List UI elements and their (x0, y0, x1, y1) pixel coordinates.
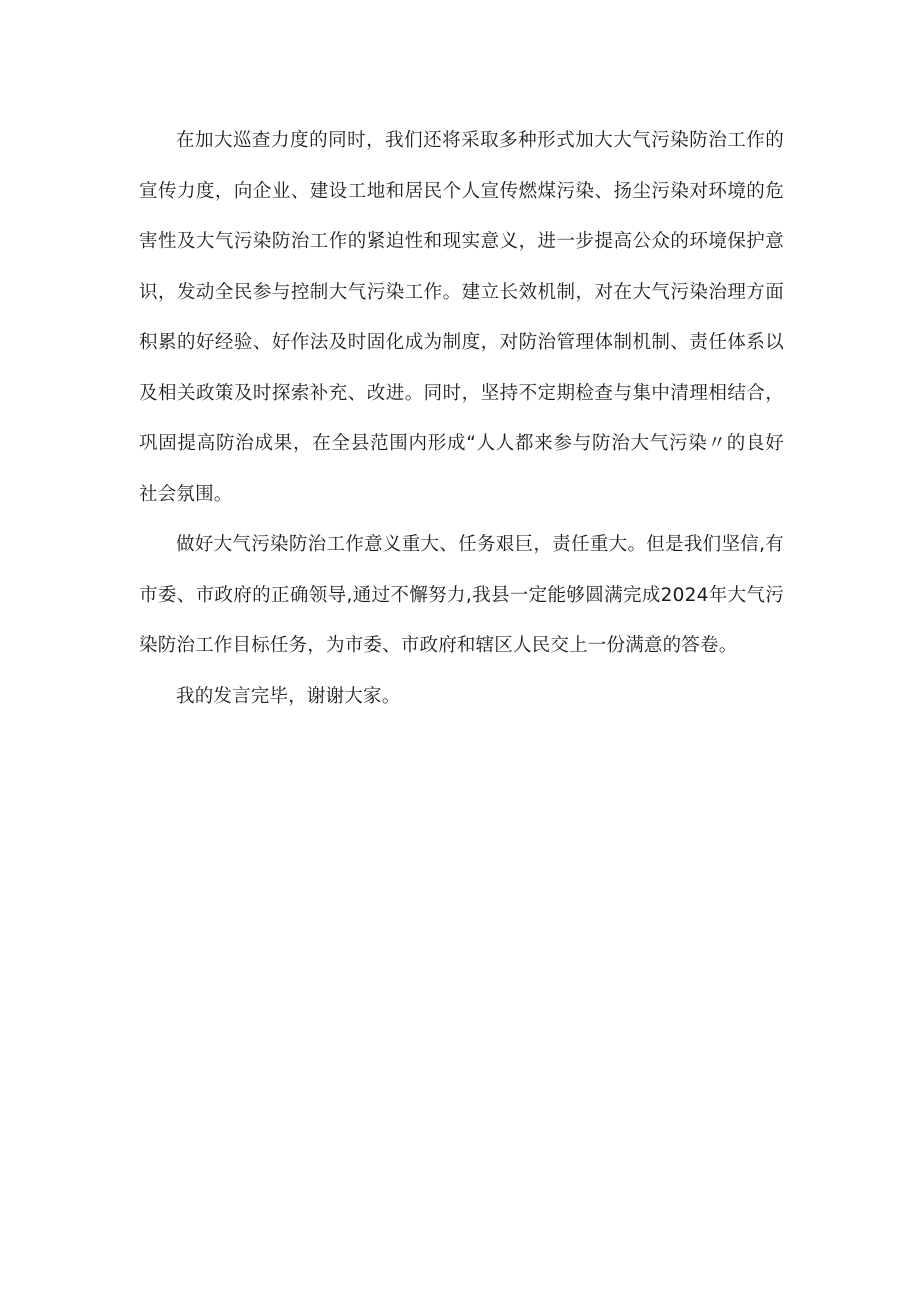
paragraph-closing: 我的发言完毕，谢谢大家。 (176, 685, 401, 707)
paragraph-publicity-and-mechanism: 在加大巡查力度的同时，我们还将采取多种形式加大大气污染防治工作的宣传力度，向企业、建设工地和居民个人宣传燃煤污染、扬尘污染对环境的危害性及大气污染防治工作的紧迫性和现实意义，进一步提高公众的环境保护意识，发动全民参与控制大气污染工作。建立长效机制，对在大气污染治理方面积累的好经验、好作法及时固化成为制度，对防治管理体制机制、责任体系以及相关政策及时探索补充、改进。同时，坚持不定期检查与集中清理相结合，巩固提高防治成果，在全县范围内形成“人人都来参与防治大气污染〃的良好社会氛围。 (139, 130, 784, 505)
document-body (139, 116, 784, 722)
paragraph-commitment: 做好大气污染防治工作意义重大、任务艰巨，责任重大。但是我们坚信,有市委、市政府的正确领导,通过不懈努力,我县一定能够圆满完成2024年大气污染防治工作目标任务，为市委、市政府和辖区人民交上一份满意的答卷。 (139, 534, 784, 656)
